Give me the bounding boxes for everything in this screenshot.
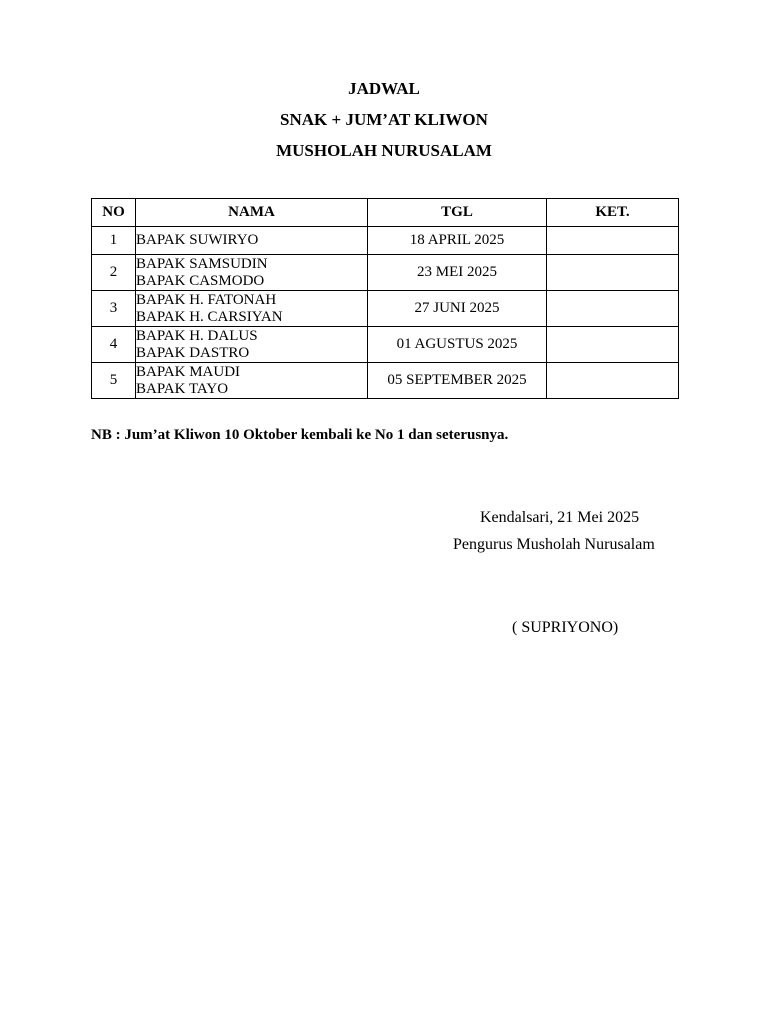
cell-no: 1 xyxy=(92,227,136,255)
cell-no: 3 xyxy=(92,291,136,327)
cell-tgl: 18 APRIL 2025 xyxy=(368,227,547,255)
column-header-nama: NAMA xyxy=(136,199,368,227)
name-line: BAPAK CASMODO xyxy=(136,272,265,289)
cell-ket xyxy=(547,363,679,399)
cell-ket xyxy=(547,327,679,363)
name-line: BAPAK H. CARSIYAN xyxy=(136,308,283,325)
name-line: BAPAK DASTRO xyxy=(136,344,250,361)
cell-no: 2 xyxy=(92,255,136,291)
cell-no: 5 xyxy=(92,363,136,399)
signatory-name: ( SUPRIYONO) xyxy=(512,619,619,636)
table-header-row xyxy=(92,199,679,227)
note-text: NB : Jum’at Kliwon 10 Oktober kembali ke No 1 dan seterusnya. xyxy=(91,427,509,443)
cell-no: 4 xyxy=(92,327,136,363)
name-line: BAPAK H. DALUS xyxy=(136,327,258,344)
table-row xyxy=(92,255,679,291)
cell-ket xyxy=(547,227,679,255)
column-header-tgl: TGL xyxy=(368,199,547,227)
schedule-table xyxy=(91,198,679,399)
name-line: BAPAK SAMSUDIN xyxy=(136,255,268,272)
signature-place-date: Kendalsari, 21 Mei 2025 xyxy=(480,509,640,526)
cell-tgl: 27 JUNI 2025 xyxy=(368,291,547,327)
cell-tgl: 05 SEPTEMBER 2025 xyxy=(368,363,547,399)
name-line: BAPAK MAUDI xyxy=(136,363,241,380)
name-line: BAPAK SUWIRYO xyxy=(136,232,259,248)
cell-nama xyxy=(136,363,368,399)
cell-nama xyxy=(136,227,368,255)
column-header-ket: KET. xyxy=(547,199,679,227)
cell-nama xyxy=(136,291,368,327)
table-row xyxy=(92,227,679,255)
table-row xyxy=(92,327,679,363)
document-subtitle: SNAK + JUM’AT KLIWON xyxy=(280,110,488,129)
column-header-no: NO xyxy=(92,199,136,227)
cell-tgl: 23 MEI 2025 xyxy=(368,255,547,291)
name-line: BAPAK TAYO xyxy=(136,380,229,397)
table-row xyxy=(92,363,679,399)
cell-ket xyxy=(547,291,679,327)
cell-nama xyxy=(136,327,368,363)
table-row xyxy=(92,291,679,327)
document-location-title: MUSHOLAH NURUSALAM xyxy=(276,141,492,160)
signature-organization: Pengurus Musholah Nurusalam xyxy=(453,536,655,553)
document-title: JADWAL xyxy=(348,79,420,98)
cell-ket xyxy=(547,255,679,291)
name-line: BAPAK H. FATONAH xyxy=(136,291,277,308)
cell-nama xyxy=(136,255,368,291)
cell-tgl: 01 AGUSTUS 2025 xyxy=(368,327,547,363)
